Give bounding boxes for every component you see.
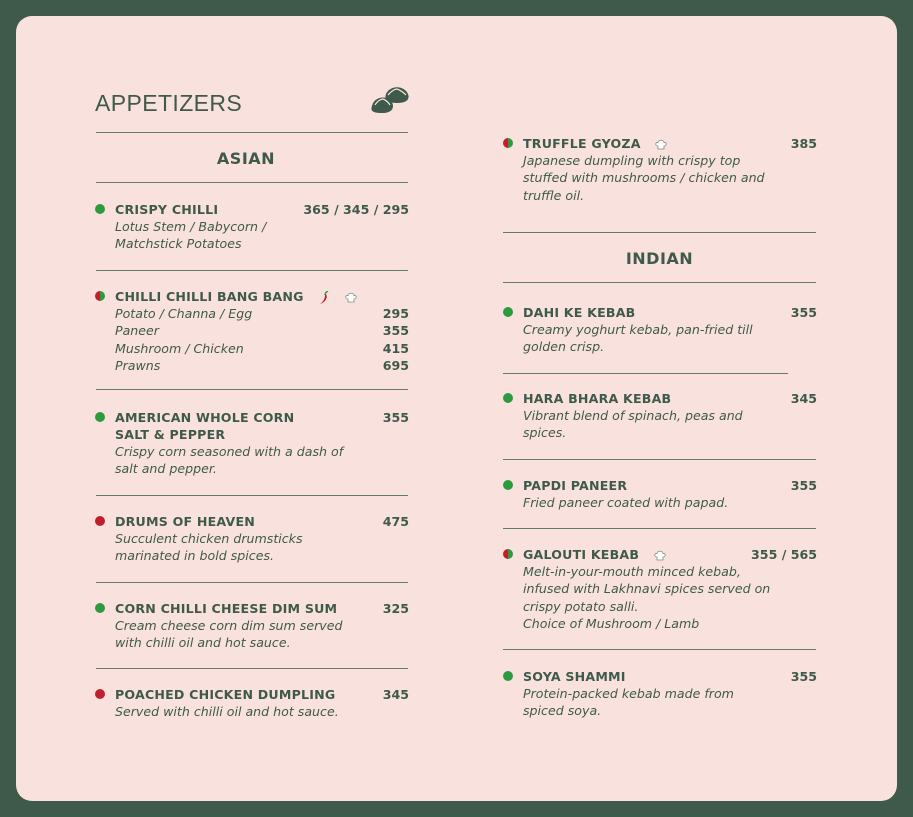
divider [96,270,408,271]
item-desc-line: Melt-in-your-mouth minced kebab, [523,564,741,579]
chef-hat-icon [654,550,666,561]
menu-item [115,600,409,652]
item-price: 325 [382,601,409,616]
mixed-indicator [503,549,513,559]
divider [503,649,816,650]
item-desc-line: golden crisp. [523,339,605,355]
menu-item [523,477,817,511]
veg-indicator [95,204,105,214]
item-desc-line: marinated in bold spices. [115,548,275,564]
divider [96,132,408,133]
variant-price: 295 [382,306,409,321]
menu-item [523,135,817,204]
item-name: CRISPY CHILLI [115,202,219,217]
menu-item [523,390,817,442]
divider [96,668,408,669]
variant-label: Paneer [115,323,159,339]
mixed-indicator [503,138,513,148]
item-desc-line: salt and pepper. [115,461,217,477]
item-desc-line: Creamy yoghurt kebab, pan-fried till [523,322,753,337]
page-title: APPETIZERS [95,90,243,116]
divider [96,495,408,496]
item-price: 355 [382,410,409,425]
veg-indicator [503,671,513,681]
item-desc-line: Succulent chicken drumsticks [115,531,303,546]
item-price: 475 [382,514,409,529]
item-name: PAPDI PANEER [523,478,628,493]
item-name: HARA BHARA KEBAB [523,391,672,406]
chef-hat-icon [345,292,357,303]
item-price: 355 [790,305,817,320]
chef-hat-icon [655,139,667,150]
nonveg-indicator [95,516,105,526]
item-name: GALOUTI KEBAB [523,547,640,562]
divider [503,459,816,460]
item-price: 385 [790,136,817,151]
menu-item [115,201,409,253]
item-desc-line: crispy potato salli. [523,598,639,614]
veg-indicator [95,412,105,422]
mixed-indicator [95,291,105,301]
item-desc-line: Matchstick Potatoes [115,236,242,252]
variant-row [115,357,409,374]
divider [96,182,408,183]
item-desc-line: Crispy corn seasoned with a dash of [115,444,344,459]
item-desc-line: spiced soya. [523,703,602,719]
item-desc-line: truffle oil. [523,187,585,203]
item-desc-line: Cream cheese corn dim sum served [115,618,343,633]
section-heading-indian: INDIAN [625,249,694,268]
item-name-line: SALT & PEPPER [115,427,226,442]
item-price: 355 [790,478,817,493]
item-desc-line: Fried paneer coated with papad. [523,495,729,510]
variant-label: Mushroom / Chicken [115,340,244,356]
item-desc-line: Protein-packed kebab made from [523,686,734,701]
item-desc-line: Lotus Stem / Babycorn / [115,219,267,234]
divider [503,373,788,374]
item-name: POACHED CHICKEN DUMPLING [115,687,336,702]
item-name-line: AMERICAN WHOLE CORN [115,410,295,425]
menu-item [523,668,817,720]
item-name-row [115,288,409,305]
divider [96,582,408,583]
item-desc-line: Vibrant blend of spinach, peas and [523,408,743,423]
item-desc-line: with chilli oil and hot sauce. [115,635,291,651]
veg-indicator [503,307,513,317]
item-desc-line: spices. [523,425,567,441]
item-price: 365 / 345 / 295 [303,202,409,217]
menu-item [523,546,817,633]
item-price: 355 / 565 [751,547,817,562]
item-desc-line: Choice of Mushroom / Lamb [523,616,700,632]
item-price: 345 [790,391,817,406]
veg-indicator [95,603,105,613]
variant-label: Potato / Channa / Egg [115,306,253,321]
veg-indicator [503,393,513,403]
item-name: CORN CHILLI CHEESE DIM SUM [115,601,338,616]
variant-label: Prawns [115,358,161,374]
section-heading-asian: ASIAN [216,149,276,168]
divider [503,282,816,283]
divider [96,389,408,390]
variant-price: 695 [382,358,409,374]
variant-row [115,305,409,322]
menu-item [115,288,409,375]
item-name: DRUMS OF HEAVEN [115,514,255,529]
item-desc-line: stuffed with mushrooms / chicken and [523,170,765,186]
item-name: CHILLI CHILLI BANG BANG [115,289,304,304]
menu-item [523,304,817,356]
item-name: TRUFFLE GYOZA [523,136,641,151]
variant-price: 415 [382,340,409,356]
item-name: DAHI KE KEBAB [523,305,636,320]
menu-item [115,513,409,565]
item-desc-line: Served with chilli oil and hot sauce. [115,704,339,719]
variant-price: 355 [382,323,409,339]
item-desc-line: Japanese dumpling with crispy top [523,153,741,168]
veg-indicator [503,480,513,490]
menu-item [115,409,409,478]
divider [503,528,816,529]
nonveg-indicator [95,689,105,699]
divider [503,232,816,233]
variant-row [115,322,409,339]
variant-row [115,340,409,357]
item-name: SOYA SHAMMI [523,669,626,684]
menu-item [115,686,409,720]
chilli-icon [318,291,330,305]
item-price: 345 [382,687,409,702]
dim-sum-icon [370,86,410,116]
item-price: 355 [790,669,817,684]
item-name-row [523,135,817,152]
item-desc-line: infused with Lakhnavi spices served on [523,581,771,597]
